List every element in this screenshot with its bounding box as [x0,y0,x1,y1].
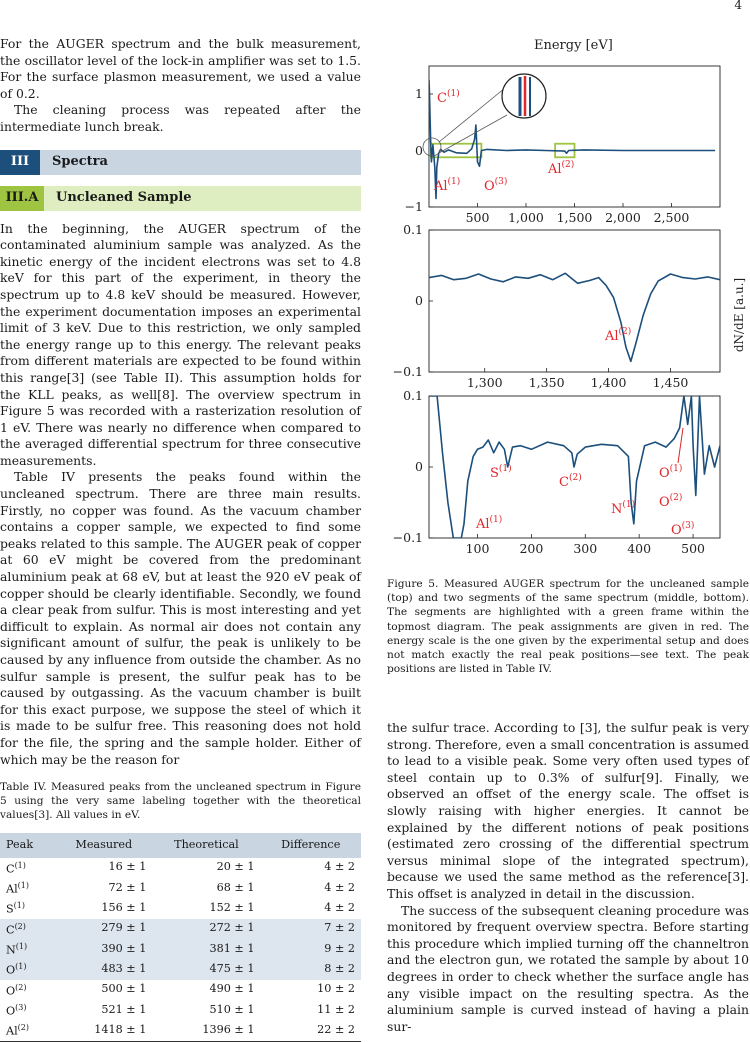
table-cell-theoretical: 475 ± 1 [152,959,260,979]
table-row [0,1000,361,1020]
peak-label-al2: Al$^{(2)}$ [548,160,575,177]
table-cell-measured: 521 ± 1 [101,1002,147,1016]
body-paragraph-1: In the beginning, the AUGER spectrum of the contaminated aluminium sample was analyzed. As the kinetic energy of the incident electrons was set to 4.8 keV for this part of the experiment, in theory the spectrum up to 4.8 keV should be measured. However, the experiment documentation imposes an experimental limit of 3 keV. Due to this restriction, we only sampled the energy range up to this energy. The relevant peaks from different materials are expected to be found within this range[3] (see Table II). This assumption holds for the KLL peaks, as well[8]. The overview spectrum in Figure 5 was recorded with a rasterization resolution of 1 eV. There was nearly no difference when compared to the averaged differential spectrum for three consecutive measurements. [0,220,361,468]
table-cell-difference: 22 ± 2 [260,1020,361,1041]
table-cell-theoretical: 490 ± 1 [209,982,255,996]
y-tick-label: 0 [415,459,423,474]
table-cell-peak: $C^{(1)}$ [6,860,26,876]
table-cell-peak: $C^{(2)}$ [0,919,55,939]
table-cell-measured: 16 ± 1 [108,860,147,874]
x-tick-label: 1,500 [556,210,593,225]
table-cell-difference: 4 ± 2 [324,901,355,915]
left-column [0,36,361,768]
peak-label-o3: $O^{(3)}$ [484,177,508,194]
peak-label-c2: $C^{(2)}$ [559,473,582,490]
peak-label-o1: $O^{(1)}$ [659,464,683,481]
table-cell-peak: $N^{(1)}$ [0,939,55,959]
table-cell-difference: 11 ± 2 [317,1002,355,1016]
table-row [0,959,361,979]
peak-pointer [678,428,683,463]
table-row [0,878,361,898]
intro-paragraph-1: For the AUGER spectrum and the bulk measurement, the oscillator level of the lock-in amplifier was set to 1.5. For the surface plasmon measurement, we used a value of 0.2. [0,36,361,101]
table-row [0,1020,361,1041]
right-paragraph-1: the sulfur trace. According to [3], the sulfur peak is very strong. Therefore, even a small concentration is assumed to lead to a visible peak. Some very often used types of steel contain up to 0.3% of sulfur[9]. Finally, we observed an offset of the energy scale. The offset is slowly raising with higher energies. It cannot be explained by the different notions of peak positions (estimated zero crossing of the differential spectrum versus minimal slope of the integrated spectrum), because we used the same method as the reference[3]. This offset is analyzed in detail in the discussion. [387,720,749,901]
table-cell-theoretical: 1396 ± 1 [152,1020,260,1041]
figure-caption: Figure 5. Measured AUGER spectrum for the uncleaned sample (top) and two segments of the same spectrum (middle, bottom). The segments are highlighted with a green frame within the topmost diagram. The peak assignments are given in red. The energy scale is the one given by the experimental setup and does not match exactly the real peak positions—see text. The peak positions are listed in Table IV. [387,578,749,676]
y-tick-label: 0 [415,143,423,158]
x-tick-label: 400 [627,541,652,556]
table-cell-measured: 483 ± 1 [55,959,152,979]
table-caption: Table IV. Measured peaks from the uncleaned spectrum in Figure 5 using the very same labeling together with the theoretical values[3]. All values in eV. [0,781,361,822]
table-cell-difference: 10 ± 2 [317,982,355,996]
table-cell-theoretical: 381 ± 1 [152,939,260,959]
table-cell-theoretical: 68 ± 1 [216,880,255,894]
table-cell-measured: 390 ± 1 [55,939,152,959]
x-tick-label: 100 [465,541,490,556]
x-tick-label: 1,400 [590,375,627,390]
section-number: III [0,150,40,175]
table-header-theoretical: Theoretical [152,833,260,858]
y-tick-label: 1 [415,86,423,101]
x-tick-label: 200 [519,541,544,556]
panel-frame [429,230,720,372]
table-row [0,858,361,878]
table-cell-peak: $O^{(1)}$ [0,959,55,979]
table-header-measured: Measured [55,833,152,858]
x-tick-label: 2,000 [605,210,641,225]
peak-label-al2: Al$^{(2)}$ [605,327,632,344]
peak-label-al1: Al$^{(1)}$ [476,515,503,532]
x-tick-label: 500 [681,541,705,556]
y-tick-label: −0.1 [392,530,423,545]
x-tick-label: 500 [465,210,490,225]
x-tick-label: 1,450 [652,375,689,390]
subsection-number: III.A [0,186,44,211]
table-cell-theoretical: 272 ± 1 [152,919,260,939]
table-cell-peak: Al$^{(2)}$ [0,1020,55,1041]
peak-label-n1: $N^{(1)}$ [611,500,636,517]
peak-label-c1: $C^{(1)}$ [437,89,460,106]
table-cell-measured: 72 ± 1 [108,880,147,894]
peak-label-o3: $O^{(3)}$ [671,521,695,538]
intro-paragraph-2: The cleaning process was repeated after the intermediate lunch break. [0,102,361,134]
table-row [0,980,361,1000]
y-tick-label: 0.1 [403,222,423,237]
table-cell-measured: 1418 ± 1 [55,1020,152,1041]
x-axis-title: Energy [eV] [534,38,613,53]
table-cell-peak: Al$^{(1)}$ [6,880,30,896]
y-tick-label: 0 [415,293,423,308]
table-cell-difference: 9 ± 2 [260,939,361,959]
table-row [0,919,361,939]
y-axis-title: dN/dE [a.u.] [732,277,746,353]
table-cell-theoretical: 20 ± 1 [216,860,255,874]
table-row [0,898,361,918]
table-cell-difference: 8 ± 2 [260,959,361,979]
table-header-peak: Peak [0,833,55,858]
section-title: Spectra [40,150,361,175]
subsection-heading [0,186,361,211]
table-row [0,939,361,959]
section-heading [0,150,361,175]
x-tick-label: 1,300 [466,375,503,390]
peaks-table [0,833,361,1042]
table-cell-difference: 4 ± 2 [324,860,355,874]
table-cell-measured: 279 ± 1 [55,919,152,939]
table-cell-peak: $O^{(3)}$ [6,1002,27,1018]
right-paragraph-2: The success of the subsequent cleaning procedure was monitored by frequent overview spectra. Before starting this procedure which implied turning off the channeltron and the electron gun, we rotated the sample by about 10 degrees in order to check whether the surface angle has any visible impact on the resulting spectra. As the aluminium sample is curved instead of having a plain sur- [387,902,749,1034]
peak-label-s1: $S^{(1)}$ [490,464,512,481]
series-line [429,273,720,361]
panel-frame [429,66,720,207]
peak-label-o2: $O^{(2)}$ [659,493,683,510]
x-tick-label: 1,350 [528,375,565,390]
table-cell-theoretical: 152 ± 1 [209,901,255,915]
table-cell-measured: 156 ± 1 [101,901,147,915]
table-header-row [0,833,361,858]
x-tick-label: 300 [573,541,598,556]
y-tick-label: −0.1 [392,364,423,379]
series-line [429,80,715,199]
table-cell-difference: 7 ± 2 [260,919,361,939]
table-cell-theoretical: 510 ± 1 [209,1002,255,1016]
peak-label-al1: Al$^{(1)}$ [434,177,461,194]
table-cell-measured: 500 ± 1 [101,982,147,996]
x-tick-label: 1,000 [508,210,544,225]
table-cell-difference: 4 ± 2 [324,880,355,894]
subsection-title: Uncleaned Sample [44,186,361,211]
y-tick-label: 0.1 [403,388,423,403]
y-tick-label: −1 [404,199,423,214]
figure-5 [387,30,750,575]
table-block [0,780,361,1042]
page-number: 4 [734,0,742,12]
table-header-difference: Difference [260,833,361,858]
right-body [387,720,749,1035]
x-tick-label: 2,500 [653,210,690,225]
body-paragraph-2: Table IV presents the peaks found within the uncleaned spectrum. There are three main results. Firstly, no copper was found. As the vacuum chamber contains a copper sample, we expected to find some peaks related to this sample. The AUGER peak of copper at 60 eV might be covered from the predominant aluminium peak at 68 eV, but at least the 920 eV peak of copper should be clearly identifiable. Secondly, we found a clear peak from sulfur. This is most interesting and yet difficult to explain. As normal air does not contain any significant amount of sulfur, the peak is unlikely to be caused by any influence from outside the chamber. As no sulfur sample is present, the sulfur peak has to be caused by outgassing. As the vacuum chamber is built for this exact purpose, we suppose the steel of which it is made to be sulfur free. This reasoning does not hold for the file, the spring and the sample holder. Either of which may be the reason for [0,469,361,767]
table-cell-peak: $S^{(1)}$ [6,901,26,916]
table-cell-peak: $O^{(2)}$ [6,982,27,998]
